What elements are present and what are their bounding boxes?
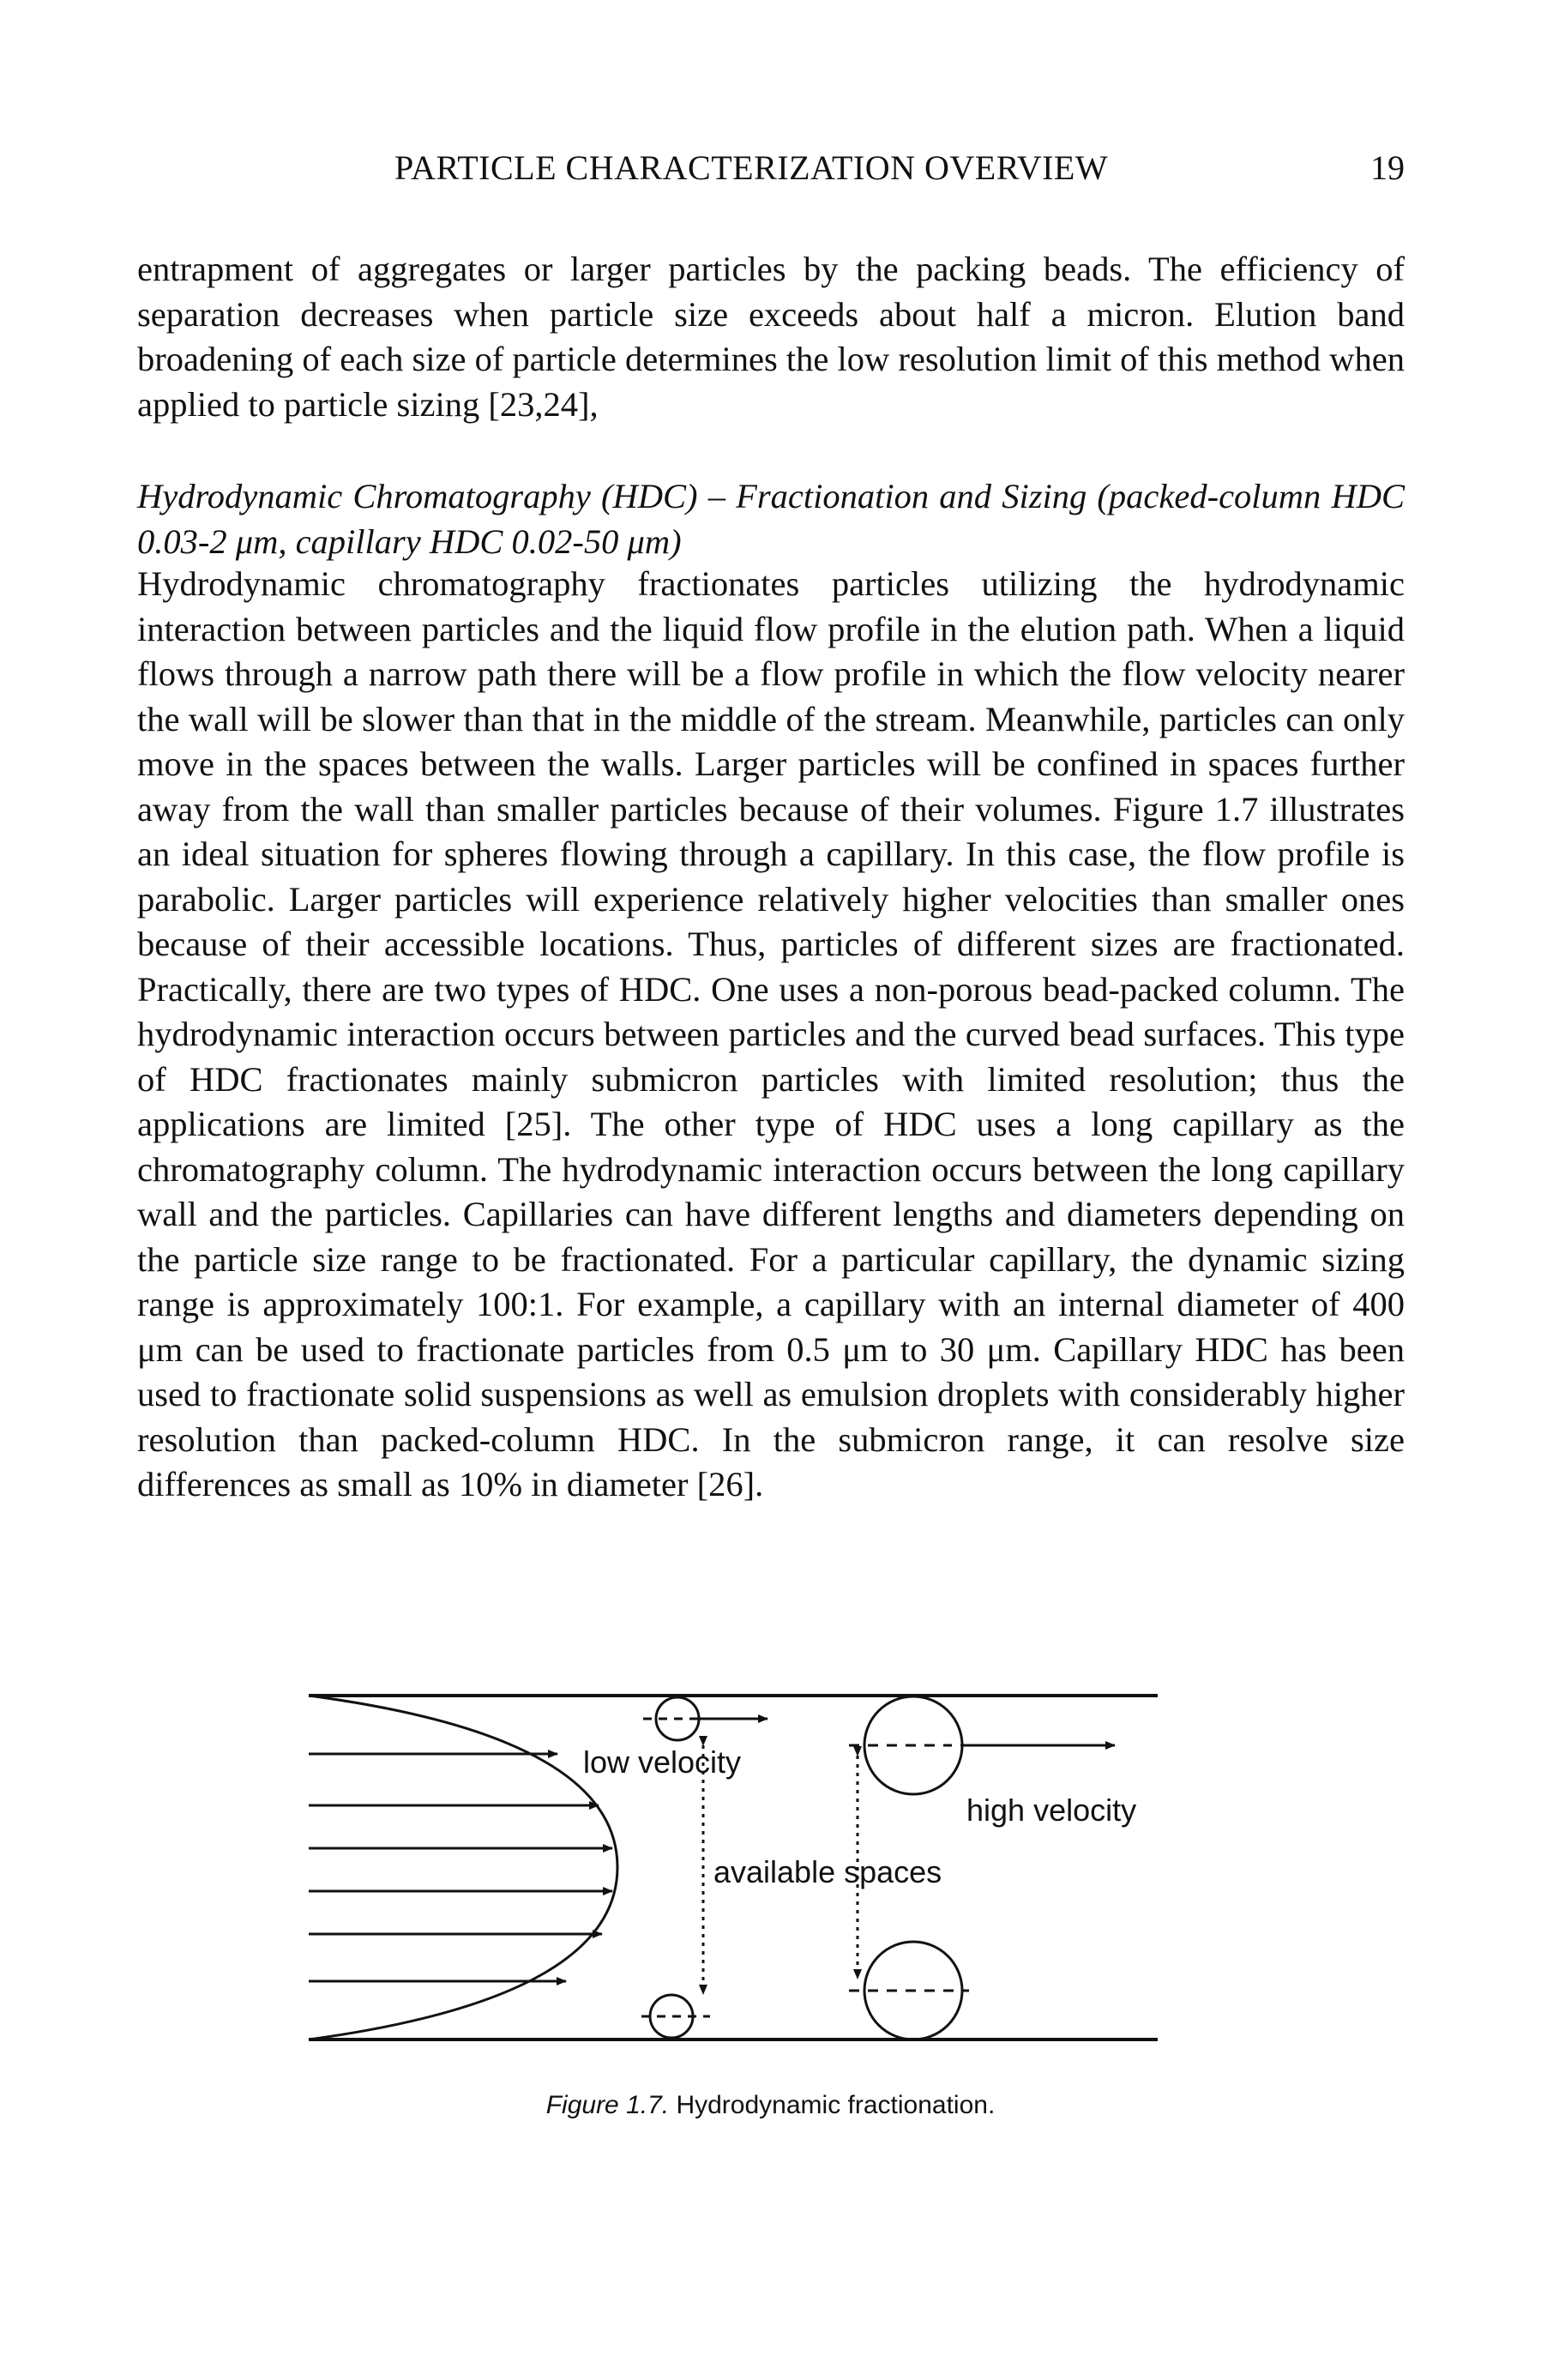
- running-head: [137, 148, 1405, 199]
- figure-hydrodynamic-fractionation: [300, 1677, 1209, 2063]
- label-high-velocity: high velocity: [966, 1793, 1137, 1828]
- label-available-spaces: available spaces: [713, 1854, 942, 1889]
- small-particle-bottom: [650, 1995, 693, 2038]
- running-title: PARTICLE CHARACTERIZATION OVERVIEW: [394, 148, 1109, 187]
- label-low-velocity: low velocity: [583, 1744, 742, 1780]
- paragraph-continued: entrapment of aggregates or larger particles by the packing beads. The efficiency of separation decreases when particle size exceeds about half a micron. Elution band broadening of each size of particle determines the low resolution limit of this method when applied to particle sizing [23,24],: [137, 250, 1405, 424]
- caption-label: Figure 1.7.: [545, 2091, 670, 2119]
- page-number: 19: [1370, 148, 1405, 187]
- figure-caption: [0, 2091, 1541, 2120]
- caption-text: Hydrodynamic fractionation.: [669, 2091, 996, 2119]
- velocity-arrows: [309, 1754, 612, 1981]
- paragraph-hdc: Hydrodynamic chromatography fractionates particles utilizing the hydrodynamic interaction between particles and the liquid flow profile in the elution path. When a liquid flows through a narrow path there will be a flow profile in which the flow velocity nearer the wall will be slower than that in the middle of the stream. Meanwhile, particles can only move in the spaces between the walls. Larger particles will be confined in spaces further away from the wall than smaller particles because of their volumes. Figure 1.7 illustrates an ideal situation for spheres flowing through a capillary. In this case, the flow profile is parabolic. Larger particles will experience relatively higher velocities than smaller ones because of their accessible locations. Thus, particles of different sizes are fractionated. Practically, there are two types of HDC. One uses a non-porous bead-packed column. The hydrodynamic interaction occurs between particles and the curved bead surfaces. This type of HDC fractionates mainly submicron particles with limited resolution; thus the applications are limited [25]. The other type of HDC uses a long capillary as the chromatography column. The hydrodynamic interaction occurs between the long capillary wall and the particles. Capillaries can have different lengths and diameters depending on the particle size range to be fractionated. For a particular capillary, the dynamic sizing range is approximately 100:1. For example, a capillary with an internal diameter of 400 μm can be used to fractionate particles from 0.5 μm to 30 μm. Capillary HDC has been used to fractionate solid suspensions as well as emulsion droplets with considerably higher resolution than packed-column HDC. In the submicron range, it can resolve size differences as small as 10% in diameter [26].: [137, 564, 1405, 1503]
- section-heading: Hydrodynamic Chromatography (HDC) – Fractionation and Sizing (packed-column HDC 0.03-2 μm, capillary HDC 0.02-50 μm): [137, 477, 1405, 561]
- parabolic-flow-profile: [309, 1696, 617, 2040]
- figure-diagram: [300, 1677, 1209, 2063]
